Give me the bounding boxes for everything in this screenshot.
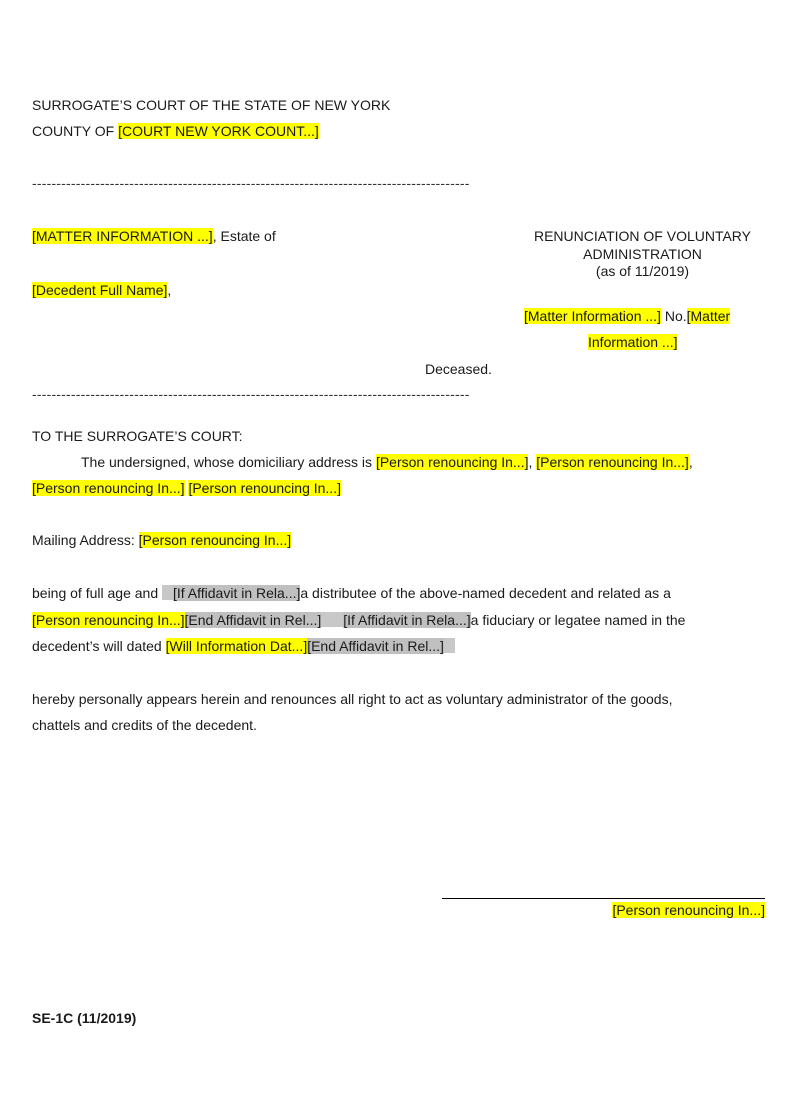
relation-line-3 xyxy=(32,638,455,654)
undersigned-text: The undersigned, whose domiciliary address is xyxy=(81,454,376,470)
will-date-field[interactable]: [Will Information Dat...] xyxy=(165,638,308,654)
top-divider: ------------------------------------------------------------------------------------------ xyxy=(32,175,470,191)
court-county-field[interactable]: [COURT NEW YORK COUNT...] xyxy=(118,123,319,139)
matter-information-field[interactable]: [MATTER INFORMATION ...] xyxy=(32,228,213,244)
decedent-will-text: decedent’s will dated xyxy=(32,638,166,654)
county-line xyxy=(32,123,319,139)
file-no-label: No. xyxy=(660,308,687,324)
relation-line-1 xyxy=(32,585,671,601)
form-code: SE-1C (11/2019) xyxy=(32,1010,137,1026)
deceased-label: Deceased. xyxy=(425,361,492,377)
end-affidavit-field-2[interactable]: [End Affidavit in Rel...] xyxy=(307,638,444,654)
domicile-field-2[interactable]: [Person renouncing In...] xyxy=(536,454,689,470)
mailing-address-label: Mailing Address: xyxy=(32,532,139,548)
file-number-field[interactable]: [Matter xyxy=(686,308,731,324)
decedent-suffix: , xyxy=(167,282,172,298)
title-line-1: RENUNCIATION OF VOLUNTARY xyxy=(533,228,752,244)
field-marker xyxy=(332,612,343,627)
domicile-field-3[interactable]: [Person renouncing In...] xyxy=(32,480,185,496)
renunciation-line-1: hereby personally appears herein and renounces all right to act as voluntary administrator of the goods, xyxy=(32,691,673,707)
relation-line-2 xyxy=(32,612,685,628)
decedent-line xyxy=(32,282,171,298)
field-marker xyxy=(162,585,173,600)
domicile-field-4[interactable]: [Person renouncing In...] xyxy=(188,480,341,496)
domicile-line-1 xyxy=(81,454,693,470)
end-affidavit-field[interactable]: [End Affidavit in Rel...] xyxy=(184,612,322,628)
full-age-text: being of full age and xyxy=(32,585,162,601)
comma-sep: , xyxy=(528,454,537,470)
file-matter-field[interactable]: [Matter Information ...] xyxy=(524,308,661,324)
estate-of-label: , Estate of xyxy=(212,228,276,244)
field-marker xyxy=(444,638,455,653)
signature-name-line xyxy=(612,902,765,918)
document-title xyxy=(520,228,765,281)
comma-sep: , xyxy=(688,454,693,470)
to-court-heading: TO THE SURROGATE’S COURT: xyxy=(32,428,243,444)
file-number-line-2 xyxy=(588,334,677,350)
court-heading: SURROGATE’S COURT OF THE STATE OF NEW YORK xyxy=(32,97,391,113)
file-number-line xyxy=(524,308,730,324)
matter-line xyxy=(32,228,276,244)
signer-name-field[interactable]: [Person renouncing In...] xyxy=(612,902,765,918)
field-marker xyxy=(321,612,332,627)
decedent-name-field[interactable]: [Decedent Full Name] xyxy=(32,282,168,298)
domicile-line-2 xyxy=(32,480,341,496)
signature-line xyxy=(442,898,765,899)
bottom-divider: ------------------------------------------------------------------------------------------ xyxy=(32,386,470,402)
distributee-text: a distributee of the above-named decedent and related as a xyxy=(300,585,671,601)
if-affidavit-field-2[interactable]: [If Affidavit in Rela...] xyxy=(343,612,471,628)
fiduciary-text: a fiduciary or legatee named in the xyxy=(470,612,686,628)
mailing-address-field[interactable]: [Person renouncing In...] xyxy=(138,532,292,548)
mailing-address-line xyxy=(32,532,291,548)
title-line-2: ADMINISTRATION xyxy=(583,245,702,262)
relationship-field[interactable]: [Person renouncing In...] xyxy=(32,612,185,628)
county-label: COUNTY OF xyxy=(32,123,119,139)
title-line-3: (as of 11/2019) xyxy=(595,263,690,279)
renunciation-line-2: chattels and credits of the decedent. xyxy=(32,717,257,733)
if-affidavit-field[interactable]: [If Affidavit in Rela...] xyxy=(173,585,301,601)
file-number-field-cont[interactable]: Information ...] xyxy=(588,334,678,350)
domicile-field-1[interactable]: [Person renouncing In...] xyxy=(375,454,529,470)
